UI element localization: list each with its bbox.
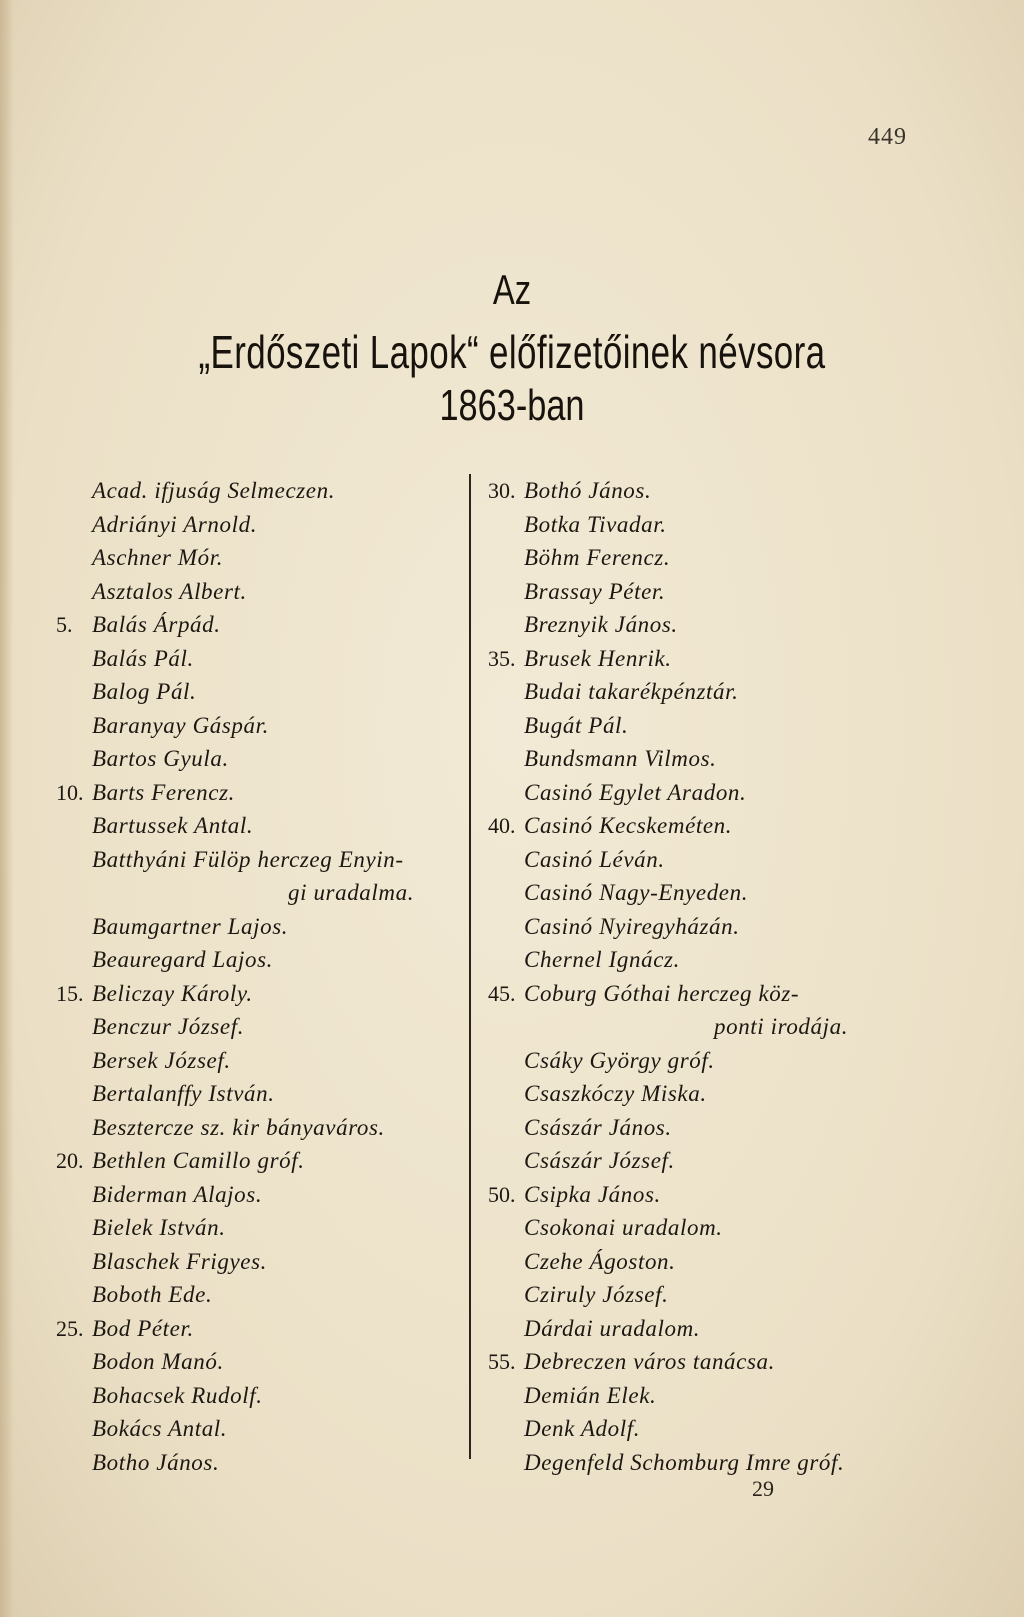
list-item (56, 776, 476, 810)
list-item (488, 843, 908, 877)
subscriber-name: Bothó János. (524, 478, 652, 503)
subscriber-name: Demián Elek. (524, 1382, 657, 1408)
subscriber-name: Bundsmann Vilmos. (524, 746, 717, 771)
list-item (56, 642, 476, 676)
subscriber-name: Bersek József. (92, 1047, 231, 1073)
list-item (488, 1077, 908, 1111)
list-item (56, 876, 476, 910)
list-item (56, 575, 476, 609)
subscriber-name: Bartussek Antal. (92, 813, 254, 838)
subscriber-name: Brassay Péter. (524, 578, 666, 604)
entry-number: 50. (488, 1181, 516, 1207)
list-item (56, 508, 476, 542)
subscriber-name: Breznyik János. (524, 612, 678, 637)
subscriber-name: Barts Ferencz. (92, 779, 235, 805)
subscriber-name: Császár János. (524, 1114, 672, 1140)
subscriber-name: Casinó Nyiregyházán. (524, 913, 740, 939)
list-item (56, 608, 476, 642)
subscriber-name: Csokonai uradalom. (524, 1215, 723, 1240)
column-divider (469, 474, 471, 1459)
list-item (488, 1446, 908, 1480)
subscriber-name: Csaszkóczy Miska. (524, 1081, 707, 1106)
subscriber-name: Biderman Alajos. (92, 1181, 263, 1207)
subscriber-name: Casinó Kecskeméten. (524, 813, 733, 838)
subscriber-name: Bohacsek Rudolf. (92, 1382, 263, 1408)
subscriber-name: Botka Tivadar. (524, 511, 667, 537)
list-item (488, 1345, 908, 1379)
list-item (488, 809, 908, 843)
list-item (56, 1446, 476, 1480)
list-item (488, 474, 908, 508)
title-line-2: „Erdőszeti Lapok“ előfizetőinek névsora (198, 326, 826, 378)
subscriber-name: Beauregard Lajos. (92, 947, 273, 972)
signature-mark: 29 (752, 1476, 774, 1501)
subscriber-name: Bethlen Camillo gróf. (92, 1148, 305, 1173)
subscriber-name: Batthyáni Fülöp herczeg Enyin- (92, 846, 404, 872)
subscriber-name: Cziruly József. (524, 1282, 669, 1307)
list-item (488, 943, 908, 977)
list-item (488, 1178, 908, 1212)
list-item (56, 1144, 476, 1178)
subscriber-name: gi uradalma. (288, 880, 415, 905)
list-item (488, 642, 908, 676)
subscriber-name: Degenfeld Schomburg Imre gróf. (524, 1449, 845, 1475)
list-item (488, 1312, 908, 1346)
subscriber-name: Besztercze sz. kir bányaváros. (92, 1114, 385, 1140)
subscriber-name: Baranyay Gáspár. (92, 712, 269, 738)
list-item (488, 508, 908, 542)
list-item (488, 1245, 908, 1279)
subscriber-name: Casinó Egylet Aradon. (524, 779, 747, 805)
subscriber-name: Acad. ifjuság Selmeczen. (92, 478, 336, 503)
list-item (56, 1178, 476, 1212)
list-item (56, 709, 476, 743)
list-item (488, 1144, 908, 1178)
subscriber-name: Chernel Ignácz. (524, 947, 680, 972)
subscriber-list-right (488, 474, 908, 1479)
list-item (488, 876, 908, 910)
subscriber-name: Bokács Antal. (92, 1416, 228, 1441)
subscriber-name: Balás Árpád. (92, 612, 221, 637)
list-item (488, 575, 908, 609)
list-item (56, 910, 476, 944)
list-item (56, 1312, 476, 1346)
list-item (488, 541, 908, 575)
subscriber-name: Bielek István. (92, 1215, 226, 1240)
subscriber-name: Dárdai uradalom. (524, 1315, 701, 1341)
subscriber-list-left (56, 474, 476, 1479)
list-item (488, 1379, 908, 1413)
subscriber-name: Coburg Góthai herczeg köz- (524, 980, 800, 1006)
subscriber-name: ponti irodája. (714, 1014, 849, 1039)
subscriber-name: Adriányi Arnold. (92, 511, 258, 537)
list-item (488, 608, 908, 642)
list-item (56, 1245, 476, 1279)
subscriber-name: Csipka János. (524, 1181, 661, 1207)
list-item (488, 1111, 908, 1145)
list-item (488, 1211, 908, 1245)
list-item (56, 675, 476, 709)
list-item (56, 1412, 476, 1446)
list-item (488, 742, 908, 776)
subscriber-name: Benczur József. (92, 1014, 245, 1039)
list-item (488, 977, 908, 1011)
subscriber-name: Bodon Manó. (92, 1349, 224, 1374)
list-item (56, 1379, 476, 1413)
page-number: 449 (868, 124, 907, 150)
subscriber-name: Denk Adolf. (524, 1416, 641, 1441)
list-item (488, 776, 908, 810)
subscriber-name: Csáky György gróf. (524, 1047, 715, 1073)
subscriber-name: Balás Pál. (92, 645, 194, 671)
title-line-1: Az (492, 266, 532, 313)
subscriber-name: Császár József. (524, 1148, 675, 1173)
entry-number: 20. (56, 1148, 84, 1173)
subscriber-name: Baumgartner Lajos. (92, 913, 289, 939)
list-item (56, 843, 476, 877)
list-item (56, 1044, 476, 1078)
subscriber-name: Balog Pál. (92, 679, 197, 704)
subscriber-name: Casinó Léván. (524, 846, 665, 872)
list-item (488, 675, 908, 709)
subscriber-name: Budai takarékpénztár. (524, 679, 739, 704)
entry-number: 35. (488, 645, 516, 671)
subscriber-name: Botho János. (92, 1449, 220, 1475)
subscriber-name: Bartos Gyula. (92, 746, 229, 771)
list-item (56, 1278, 476, 1312)
subscriber-name: Bugát Pál. (524, 712, 629, 738)
entry-number: 15. (56, 980, 84, 1006)
entry-number: 10. (56, 779, 84, 805)
entry-number: 25. (56, 1315, 84, 1341)
list-item (488, 709, 908, 743)
subscriber-name: Blaschek Frigyes. (92, 1248, 267, 1274)
entry-number: 40. (488, 813, 516, 838)
subscriber-name: Bod Péter. (92, 1315, 194, 1341)
list-item (56, 977, 476, 1011)
list-item (488, 910, 908, 944)
subscriber-name: Bertalanffy István. (92, 1081, 275, 1106)
list-item (488, 1278, 908, 1312)
subscriber-name: Debreczen város tanácsa. (524, 1349, 775, 1374)
list-item (56, 1111, 476, 1145)
list-item (488, 1412, 908, 1446)
list-item (56, 742, 476, 776)
list-item (56, 943, 476, 977)
list-item (488, 1044, 908, 1078)
subscriber-name: Asztalos Albert. (92, 578, 247, 604)
subscriber-name: Czehe Ágoston. (524, 1248, 676, 1274)
title-line-3: 1863-ban (439, 381, 585, 430)
list-item (488, 1010, 908, 1044)
list-item (56, 1345, 476, 1379)
subscriber-name: Casinó Nagy-Enyeden. (524, 880, 749, 905)
subscriber-name: Boboth Ede. (92, 1282, 213, 1307)
entry-number: 55. (488, 1349, 516, 1374)
subscriber-name: Böhm Ferencz. (524, 545, 671, 570)
page-edge-shadow (0, 0, 14, 1617)
list-item (56, 474, 476, 508)
list-item (56, 809, 476, 843)
list-item (56, 1010, 476, 1044)
entry-number: 5. (56, 612, 73, 637)
list-item (56, 1211, 476, 1245)
subscriber-name: Beliczay Károly. (92, 980, 253, 1006)
list-item (56, 541, 476, 575)
subscriber-name: Brusek Henrik. (524, 645, 672, 671)
subscriber-name: Aschner Mór. (92, 545, 224, 570)
entry-number: 30. (488, 478, 516, 503)
entry-number: 45. (488, 980, 516, 1006)
list-item (56, 1077, 476, 1111)
